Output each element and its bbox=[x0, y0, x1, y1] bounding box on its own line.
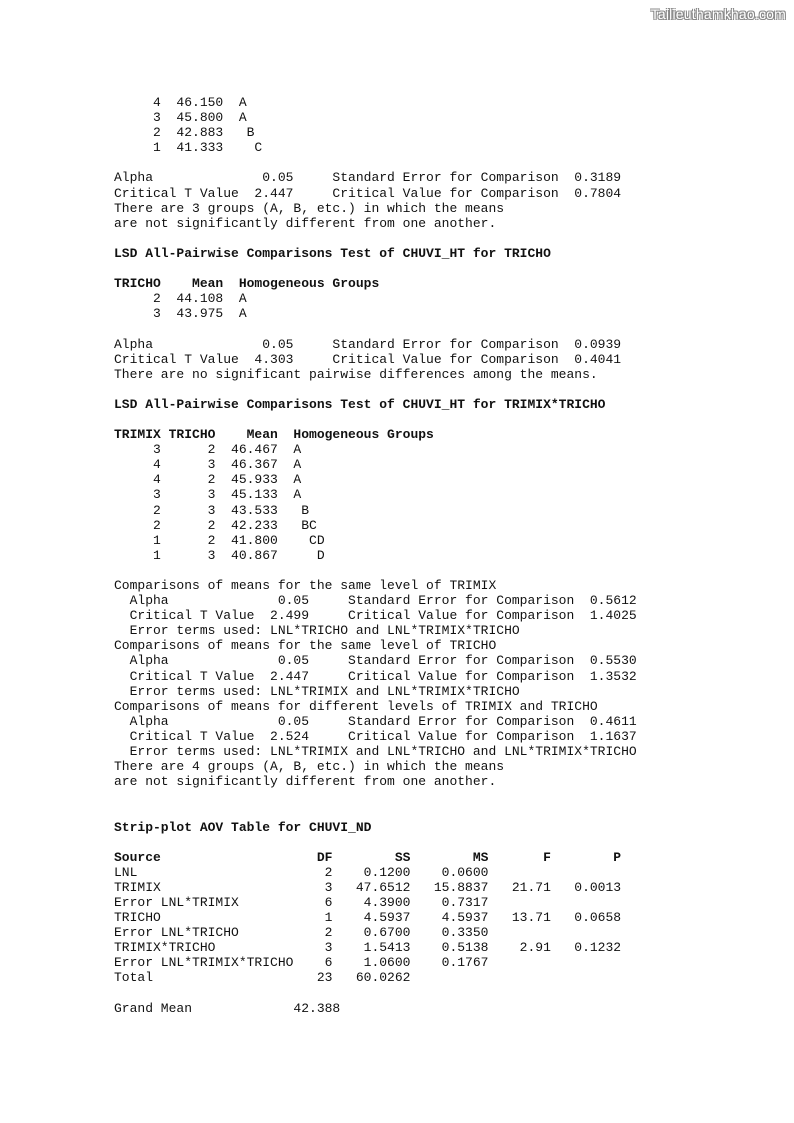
section-heading-line: LSD All-Pairwise Comparisons Test of CHUVI_HT for TRICHO bbox=[114, 245, 551, 261]
output-line: 2 44.108 A bbox=[114, 291, 247, 307]
output-line: There are no significant pairwise differences among the means. bbox=[114, 366, 598, 382]
output-line: Alpha 0.05 Standard Error for Comparison 0.5612 bbox=[114, 593, 637, 609]
output-line: TRIMIX*TRICHO 3 1.5413 0.5138 2.91 0.1232 bbox=[114, 940, 622, 956]
output-line: 4 2 45.933 A bbox=[114, 472, 302, 488]
section-heading-line: TRIMIX TRICHO Mean Homogeneous Groups bbox=[114, 427, 434, 443]
section-heading-line: TRICHO Mean Homogeneous Groups bbox=[114, 276, 380, 292]
output-line: Alpha 0.05 Standard Error for Comparison 0.0939 bbox=[114, 336, 622, 352]
output-line: Alpha 0.05 Standard Error for Comparison 0.5530 bbox=[114, 653, 637, 669]
section-heading-line: Strip-plot AOV Table for CHUVI_ND bbox=[114, 819, 372, 835]
output-line: 3 2 46.467 A bbox=[114, 442, 302, 458]
output-line: Critical T Value 2.447 Critical Value for Comparison 1.3532 bbox=[114, 668, 637, 684]
blank-line bbox=[114, 804, 637, 819]
blank-line bbox=[114, 382, 637, 397]
blank-line bbox=[114, 155, 637, 170]
output-line: 2 42.883 B bbox=[114, 125, 255, 141]
output-line: There are 4 groups (A, B, etc.) in which the means bbox=[114, 759, 505, 775]
output-line: are not significantly different from one another. bbox=[114, 774, 497, 790]
output-line: Critical T Value 2.524 Critical Value for Comparison 1.1637 bbox=[114, 728, 637, 744]
output-line: LNL 2 0.1200 0.0600 bbox=[114, 864, 489, 880]
output-line: TRIMIX 3 47.6512 15.8837 21.71 0.0013 bbox=[114, 879, 622, 895]
output-line: Critical T Value 2.499 Critical Value for Comparison 1.4025 bbox=[114, 608, 637, 624]
output-line: Critical T Value 2.447 Critical Value for Comparison 0.7804 bbox=[114, 185, 622, 201]
output-line: Error LNL*TRICHO 2 0.6700 0.3350 bbox=[114, 925, 489, 941]
output-line: There are 3 groups (A, B, etc.) in which the means bbox=[114, 200, 505, 216]
output-line: 3 43.975 A bbox=[114, 306, 247, 322]
output-line: 3 45.800 A bbox=[114, 110, 247, 126]
output-line: Alpha 0.05 Standard Error for Comparison 0.3189 bbox=[114, 170, 622, 186]
output-line: Grand Mean 42.388 bbox=[114, 1000, 341, 1016]
output-line: Error terms used: LNL*TRIMIX and LNL*TRIMIX*TRICHO bbox=[114, 683, 520, 699]
blank-line bbox=[114, 986, 637, 1001]
output-line: Error terms used: LNL*TRIMIX and LNL*TRICHO and LNL*TRIMIX*TRICHO bbox=[114, 744, 637, 760]
output-line: 1 41.333 C bbox=[114, 140, 263, 156]
output-line: Alpha 0.05 Standard Error for Comparison 0.4611 bbox=[114, 713, 637, 729]
output-line: Total 23 60.0262 bbox=[114, 970, 411, 986]
section-heading-line: LSD All-Pairwise Comparisons Test of CHUVI_HT for TRIMIX*TRICHO bbox=[114, 396, 606, 412]
blank-line bbox=[114, 835, 637, 850]
statistics-output-document bbox=[114, 95, 637, 1016]
output-line: TRICHO 1 4.5937 4.5937 13.71 0.0658 bbox=[114, 910, 622, 926]
output-line: Comparisons of means for the same level of TRIMIX bbox=[114, 578, 497, 593]
output-line: 2 2 42.233 BC bbox=[114, 517, 317, 533]
output-line: are not significantly different from one another. bbox=[114, 215, 497, 231]
output-line: Critical T Value 4.303 Critical Value for Comparison 0.4041 bbox=[114, 351, 622, 367]
watermark-text: Tailieuthamkhao.com bbox=[650, 6, 786, 22]
output-line: Error terms used: LNL*TRICHO and LNL*TRIMIX*TRICHO bbox=[114, 623, 520, 639]
output-line: 3 3 45.133 A bbox=[114, 487, 302, 503]
output-line: Comparisons of means for different levels of TRIMIX and TRICHO bbox=[114, 698, 598, 714]
output-line: 4 3 46.367 A bbox=[114, 457, 302, 473]
output-line: Error LNL*TRIMIX 6 4.3900 0.7317 bbox=[114, 894, 489, 910]
blank-line bbox=[114, 261, 637, 276]
blank-line bbox=[114, 412, 637, 427]
section-heading-line: Source DF SS MS F P bbox=[114, 849, 622, 865]
output-line: Comparisons of means for the same level of TRICHO bbox=[114, 638, 497, 654]
output-line: Error LNL*TRIMIX*TRICHO 6 1.0600 0.1767 bbox=[114, 955, 489, 971]
blank-line bbox=[114, 231, 637, 246]
output-line: 1 3 40.867 D bbox=[114, 547, 325, 563]
output-line: 2 3 43.533 B bbox=[114, 502, 310, 518]
output-line: 4 46.150 A bbox=[114, 95, 247, 110]
blank-line bbox=[114, 789, 637, 804]
output-line: 1 2 41.800 CD bbox=[114, 532, 325, 548]
blank-line bbox=[114, 321, 637, 336]
blank-line bbox=[114, 563, 637, 578]
